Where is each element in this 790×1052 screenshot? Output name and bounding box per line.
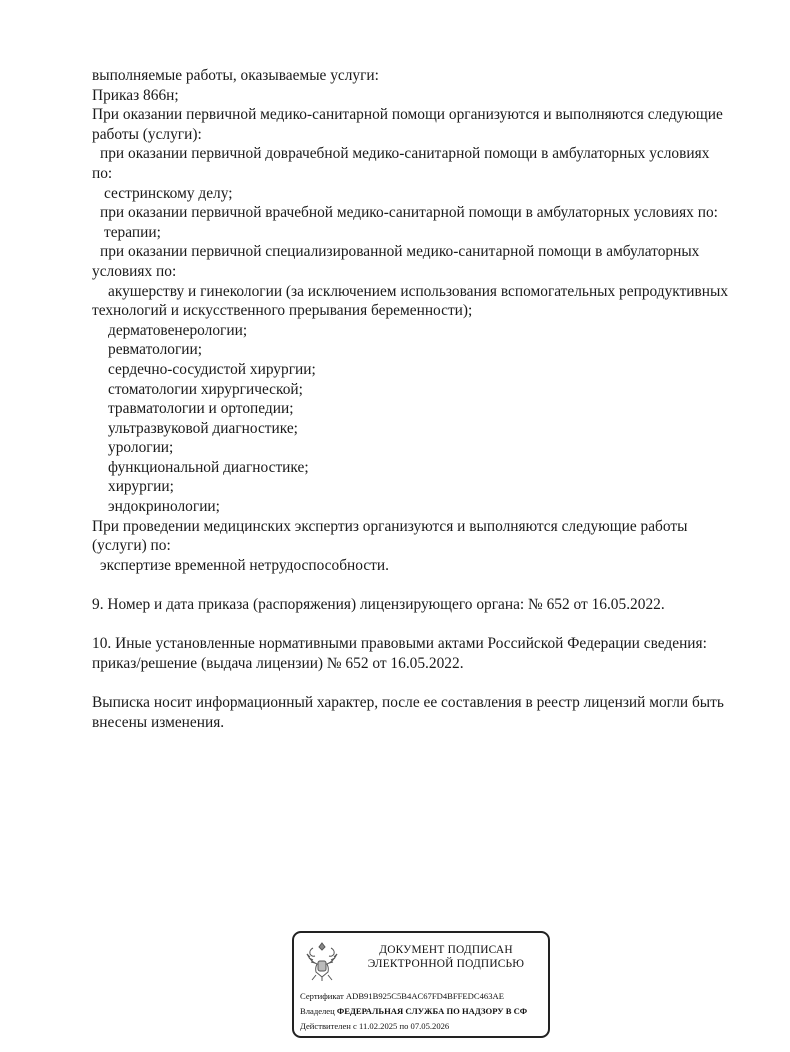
list-item: травматологии и ортопедии; <box>108 400 294 418</box>
text-line: При оказании первичной медико-санитарной помощи организуются и выполняются следующие <box>92 106 723 124</box>
certificate-line: Сертификат ADB91B925C5B4AC67FD4BFFEDC463AE <box>300 991 504 1001</box>
text-line: по: <box>92 164 113 182</box>
text-line: акушерству и гинекологии (за исключением использования вспомогательных репродуктивных <box>108 282 729 300</box>
text-line: Приказ 866н; <box>92 86 179 104</box>
text-line: технологий и искусственного прерывания беременности); <box>92 302 473 320</box>
item-10-text: 10. Иные установленные нормативными правовыми актами Российской Федерации сведения: <box>92 635 707 653</box>
list-item: эндокринологии; <box>108 498 220 516</box>
validity-line: Действителен с 11.02.2025 по 07.05.2026 <box>300 1021 450 1031</box>
list-item: функциональной диагностике; <box>108 458 309 476</box>
text-line: При проведении медицинских экспертиз организуются и выполняются следующие работы <box>92 517 688 535</box>
list-item: ультразвуковой диагностике; <box>108 419 298 437</box>
text-line: при оказании первичной доврачебной медико-санитарной помощи в амбулаторных условиях <box>100 145 710 163</box>
list-item: хирургии; <box>108 478 174 496</box>
text-line: при оказании первичной врачебной медико-санитарной помощи в амбулаторных условиях по: <box>100 204 718 222</box>
text-line: выполняемые работы, оказываемые услуги: <box>92 67 379 84</box>
list-item: урологии; <box>108 439 174 457</box>
document-body <box>92 66 752 732</box>
text-line: терапии; <box>104 223 161 241</box>
stamp-title: ДОКУМЕНТ ПОДПИСАН ЭЛЕКТРОННОЙ ПОДПИСЬЮ <box>367 944 525 970</box>
spacer <box>92 615 752 635</box>
coat-of-arms-icon <box>302 939 342 983</box>
electronic-signature-stamp <box>292 931 550 1038</box>
item-10-text: приказ/решение (выдача лицензии) № 652 от 16.05.2022. <box>92 654 464 672</box>
text-line: (услуги) по: <box>92 537 171 555</box>
text-line: при оказании первичной специализированной медико-санитарной помощи в амбулаторных <box>100 243 700 261</box>
text-line: сестринскому делу; <box>104 184 233 202</box>
list-item: ревматологии; <box>108 341 203 359</box>
text-line: работы (услуги): <box>92 125 202 143</box>
disclaimer-text: внесены изменения. <box>92 713 225 731</box>
list-item: стоматологии хирургической; <box>108 380 303 398</box>
disclaimer-text: Выписка носит информационный характер, после ее составления в реестр лицензий могли быть <box>92 694 724 711</box>
list-item: дерматовенерологии; <box>108 321 248 339</box>
item-9-text: 9. Номер и дата приказа (распоряжения) лицензирующего органа: № 652 от 16.05.2022. <box>92 596 665 614</box>
owner-line: Владелец ФЕДЕРАЛЬНАЯ СЛУЖБА ПО НАДЗОРУ В СФ <box>300 1006 528 1016</box>
text-line: условиях по: <box>92 262 177 280</box>
spacer <box>92 575 752 595</box>
text-line: экспертизе временной нетрудоспособности. <box>100 556 389 574</box>
spacer <box>92 673 752 693</box>
list-item: сердечно-сосудистой хирургии; <box>108 360 316 378</box>
